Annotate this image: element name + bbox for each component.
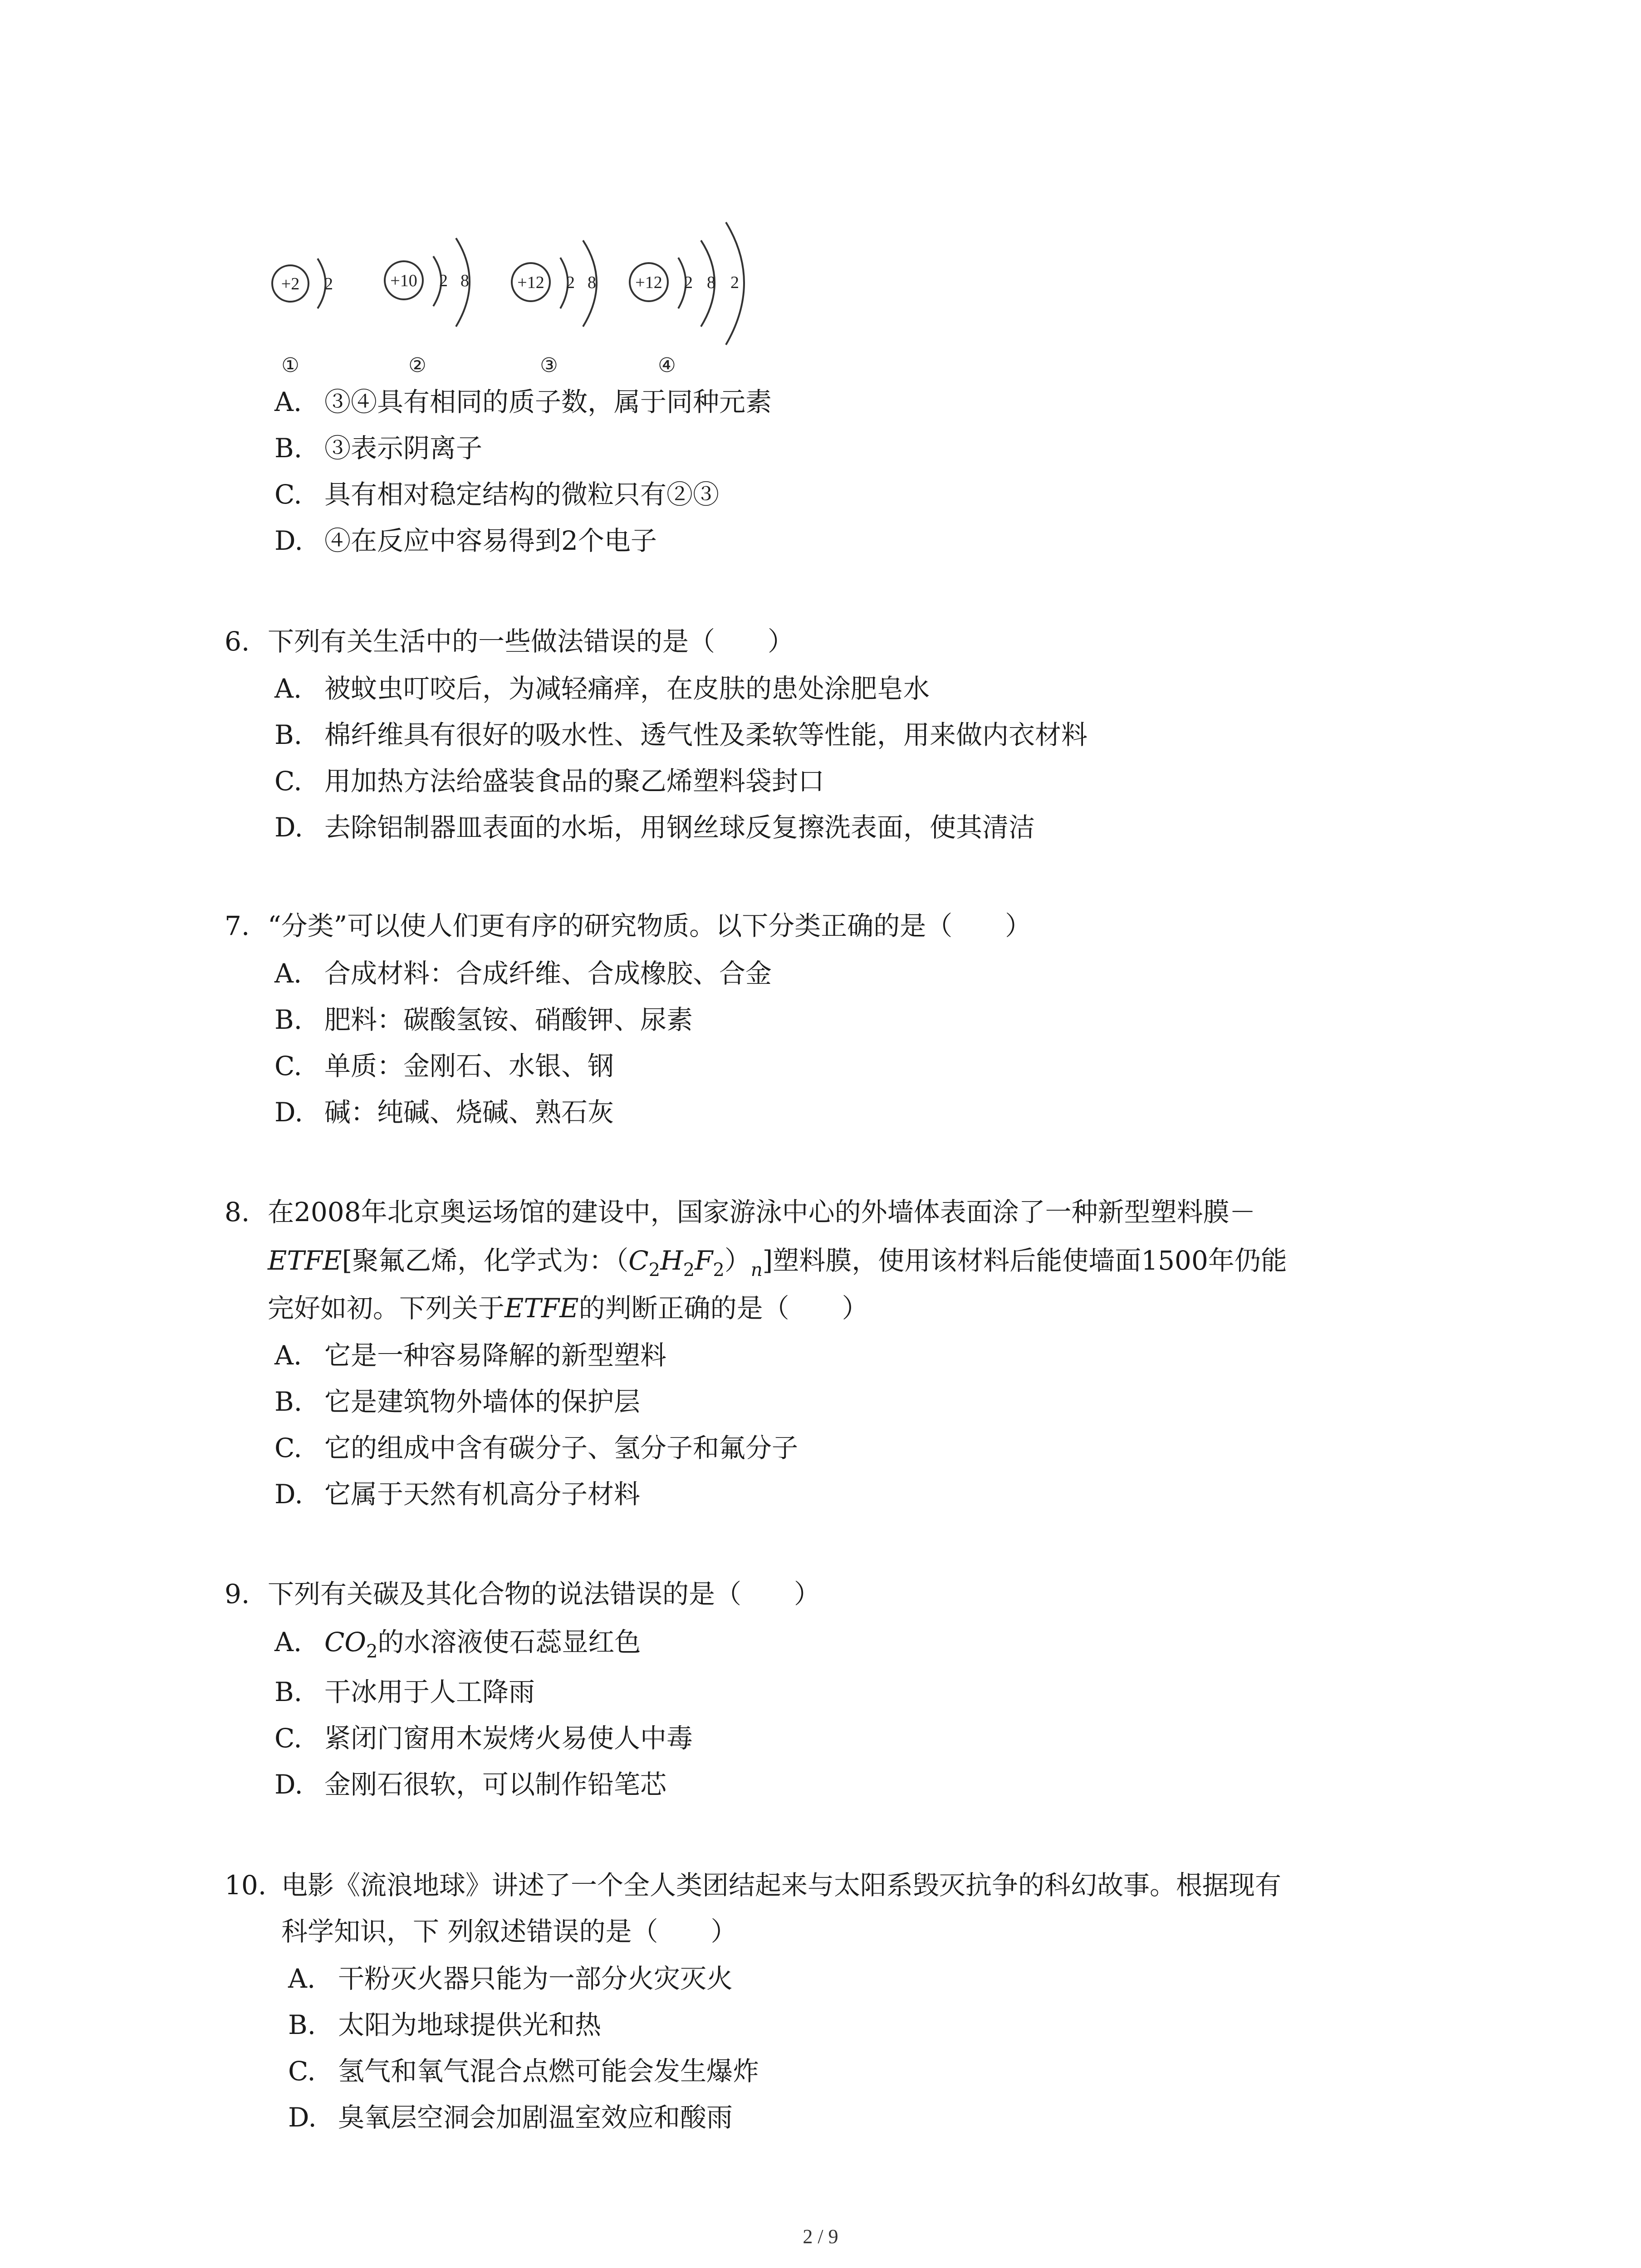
option-letter: A. [274,386,302,417]
q10-stem-line-2 [281,1915,737,1948]
q10-option-c [288,2055,759,2087]
q7-stem [225,909,1031,942]
atom-diagram-2 [385,238,470,377]
option-letter: A. [288,1963,316,1994]
option-letter: B. [288,2009,316,2040]
option-text: ④在反应中容易得到2个电子 [324,525,657,556]
option-letter: D. [274,1097,303,1128]
option-letter: A. [274,1340,302,1371]
option-text: 它是一种容易降解的新型塑料 [324,1340,667,1371]
question-number: 8. [225,1197,250,1227]
option-letter: B. [274,433,303,464]
option-letter: B. [274,1004,303,1035]
option-text: 金刚石很软，可以制作铅笔芯 [324,1769,667,1800]
question-stem: 下列有关生活中的一些做法错误的是（ ） [268,626,794,657]
option-letter: C. [274,1051,302,1081]
option-letter: A. [274,1627,302,1657]
option-letter: B. [274,719,303,750]
atom-2-nucleus: +10 [390,271,417,290]
option-text: 它是建筑物外墙体的保护层 [324,1386,641,1417]
option-text: 单质：金刚石、水银、钢 [324,1051,614,1081]
atom-4-shell-1: 2 [684,273,693,292]
q9-stem [225,1578,820,1610]
atom-diagram-3 [512,240,597,377]
atom-4-label: ④ [658,354,676,377]
option-text: 碱：纯碱、烧碱、熟石灰 [324,1097,614,1128]
option-text: 干粉灭火器只能为一部分火灾灭火 [338,1963,733,1994]
formula-subscript: 2 [683,1260,695,1281]
q10-option-a [288,1962,733,1995]
option-letter: C. [274,1723,302,1754]
atom-2-shell-1: 2 [439,271,448,290]
option-text: 用加热方法给盛装食品的聚乙烯塑料袋封口 [324,766,825,797]
question-number: 7. [225,910,250,941]
question-stem: 在2008年北京奥运场馆的建设中，国家游泳中心的外墙体表面涂了一种新型塑料膜－ [268,1197,1256,1227]
q5-option-d [274,524,657,557]
q10-option-d [288,2101,733,2134]
option-text: 棉纤维具有很好的吸水性、透气性及柔软等性能，用来做内衣材料 [324,719,1088,750]
q6-option-a [274,672,930,705]
option-text: 它的组成中含有碳分子、氢分子和氟分子 [324,1432,798,1463]
q5-option-a [274,386,772,418]
etfe-term: ETFE [505,1293,579,1324]
option-text: ③④具有相同的质子数，属于同种元素 [324,386,772,417]
q8-stem-line-3 [268,1292,868,1325]
stem-text: 完好如初。下列关于 [268,1293,505,1324]
q6-option-b [274,719,1087,751]
q8-option-d [274,1478,640,1510]
etfe-term: ETFE [268,1245,342,1276]
q6-option-d [274,811,1035,844]
q8-stem-line-2 [268,1244,1287,1286]
option-letter: D. [274,525,303,556]
atom-1-shell-1: 2 [324,274,333,293]
question-stem: 科学知识，下 列叙述错误的是（ ） [281,1916,737,1947]
option-text: 去除铝制器皿表面的水垢，用钢丝球反复擦洗表面，使其清洁 [324,812,1035,843]
formula-subscript: 2 [648,1260,661,1281]
atom-4-shell-3: 2 [730,273,739,292]
formula-element: H [660,1245,683,1276]
option-text: 干冰用于人工降雨 [324,1677,535,1707]
option-text: 紧闭门窗用木炭烤火易使人中毒 [324,1723,693,1754]
q5-option-b [274,432,482,464]
atom-4-nucleus: +12 [635,273,662,292]
atom-2-label: ② [408,354,426,377]
q10-stem-line-1 [225,1869,1281,1901]
q8-stem-line-1 [225,1196,1256,1228]
formula-subscript: 2 [713,1260,725,1281]
option-letter: C. [274,766,302,797]
atom-3-nucleus: +12 [517,273,544,292]
option-text: 被蚊虫叮咬后，为减轻痛痒，在皮肤的患处涂肥皂水 [324,673,930,704]
atom-3-shell-2: 8 [588,273,596,292]
option-text: 它属于天然有机高分子材料 [324,1479,641,1510]
option-letter: C. [274,479,302,510]
q7-option-d [274,1096,614,1129]
q5-option-c [274,478,719,511]
option-letter: A. [274,673,302,704]
option-letter: A. [274,958,302,989]
question-number: 9. [225,1579,250,1609]
option-letter: D. [274,1479,303,1510]
option-text: 合成材料：合成纤维、合成橡胶、合金 [324,958,772,989]
question-stem: 下列有关碳及其化合物的说法错误的是（ ） [268,1579,821,1609]
option-letter: B. [274,1677,303,1707]
page-number: 2 / 9 [803,2225,838,2248]
q6-option-c [274,765,824,797]
atom-3-shell-1: 2 [566,273,575,292]
q9-option-a [274,1626,641,1668]
option-text: 氢气和氧气混合点燃可能会发生爆炸 [338,2056,759,2087]
q8-option-a [274,1339,666,1372]
atom-1-nucleus: +2 [281,274,300,293]
question-stem: 电影《流浪地球》讲述了一个全人类团结起来与太阳系毁灭抗争的科幻故事。根据现有 [281,1870,1282,1901]
q7-option-a [274,957,772,990]
option-letter: D. [274,1769,303,1800]
stem-text: [聚氟乙烯，化学式为：（ [342,1245,629,1276]
q7-option-c [274,1050,614,1082]
q7-option-b [274,1003,693,1036]
formula-element: CO [324,1627,366,1657]
atom-2-shell-2: 8 [460,271,469,290]
formula-subscript: 2 [366,1641,378,1662]
q8-option-c [274,1432,798,1464]
stem-text: ） [724,1245,751,1276]
atom-4-shell-2: 8 [707,273,715,292]
q9-option-c [274,1722,693,1755]
atom-3-label: ③ [540,354,558,377]
option-text: 的水溶液使石蕊显红色 [377,1627,641,1657]
q9-option-b [274,1676,535,1708]
option-letter: B. [274,1386,303,1417]
formula-element: C [628,1245,649,1276]
question-stem: “分类”可以使人们更有序的研究物质。以下分类正确的是（ ） [268,910,1032,941]
question-number: 10. [225,1870,267,1901]
formula-subscript: n [750,1260,763,1281]
q9-option-d [274,1768,666,1801]
option-letter: C. [274,1432,302,1463]
option-text: ③表示阴离子 [324,433,483,464]
stem-text: ]塑料膜，使用该材料后能使墙面1500年仍能 [762,1245,1287,1276]
option-text: 太阳为地球提供光和热 [338,2009,602,2040]
q8-option-b [274,1385,640,1418]
option-text: 肥料：碳酸氢铵、硝酸钾、尿素 [324,1004,693,1035]
question-number: 6. [225,626,250,657]
atom-diagram-4 [630,222,744,377]
atom-1-label: ① [281,354,299,377]
option-letter: C. [288,2056,316,2087]
formula-element: F [695,1245,713,1276]
q10-option-b [288,2009,601,2041]
q6-stem [225,625,794,658]
option-letter: D. [288,2102,317,2133]
option-text: 具有相对稳定结构的微粒只有②③ [324,479,720,510]
option-letter: D. [274,812,303,843]
stem-text: 的判断正确的是（ ） [578,1293,868,1324]
atom-structure-diagrams [254,213,798,386]
atom-diagram-1 [272,259,333,377]
option-text: 臭氧层空洞会加剧温室效应和酸雨 [338,2102,733,2133]
